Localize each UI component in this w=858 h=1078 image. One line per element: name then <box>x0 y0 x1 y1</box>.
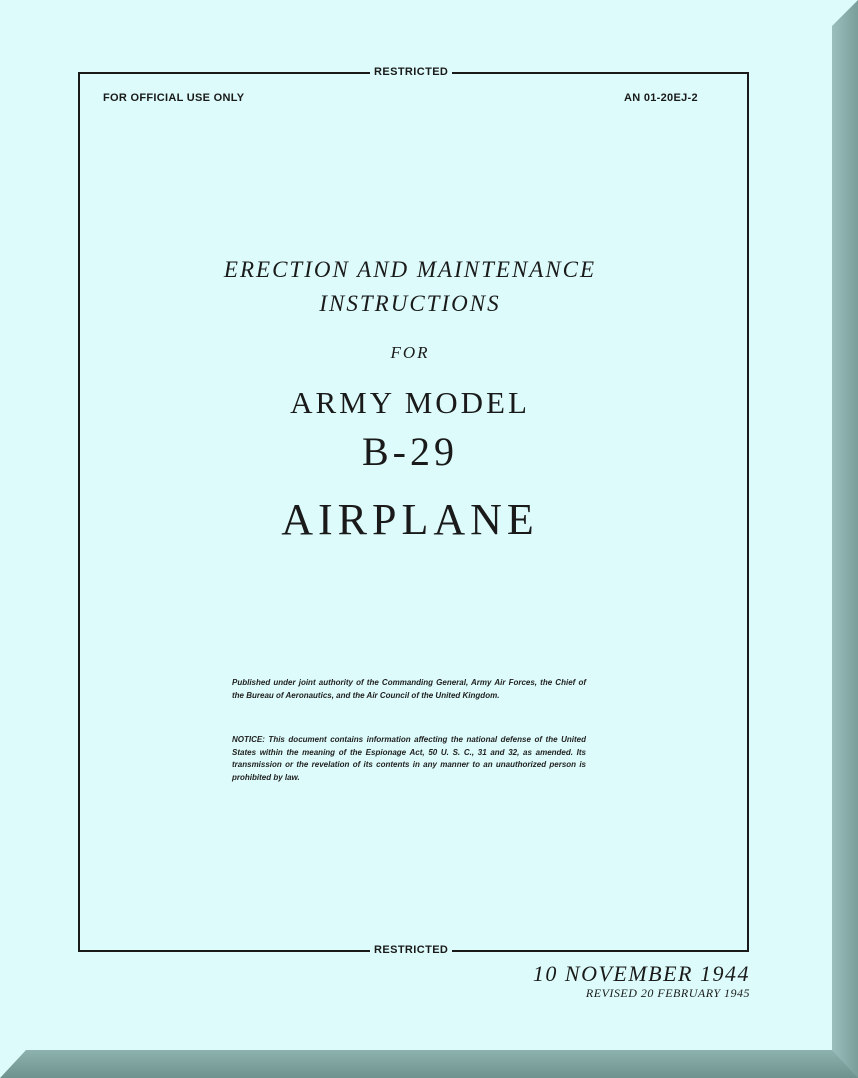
official-use-label: FOR OFFICIAL USE ONLY <box>103 92 245 104</box>
restricted-bottom-label: RESTRICTED <box>370 944 452 956</box>
page-shadow-bottom <box>0 1050 858 1078</box>
title-line-erection: ERECTION AND MAINTENANCE <box>223 257 597 282</box>
notice-paragraph: NOTICE: This document contains information affecting the national defense of the United States within the meaning of the Espionage Act, 50 U. S. C., 31 and 32, as amended. Its transmission or the revelation of its contents in any manner to an unauthorized person is prohibited by law. <box>232 735 586 782</box>
title-line-instructions: INSTRUCTIONS <box>319 291 501 316</box>
revised-date: REVISED 20 FEBRUARY 1945 <box>585 986 750 1000</box>
title-army-model: ARMY MODEL <box>290 385 530 420</box>
title-airplane: AIRPLANE <box>281 495 539 544</box>
restricted-top-label: RESTRICTED <box>370 66 452 78</box>
authority-paragraph: Published under joint authority of the Commanding General, Army Air Forces, the Chief of the Bureau of Aeronautics, and the Air Council of the United Kingdom. <box>232 678 586 700</box>
title-line-for: FOR <box>390 343 430 362</box>
issue-date: 10 NOVEMBER 1944 <box>532 961 750 986</box>
title-model-number: B-29 <box>362 429 458 474</box>
page-shadow-right <box>832 0 858 1078</box>
document-number: AN 01-20EJ-2 <box>624 92 698 104</box>
